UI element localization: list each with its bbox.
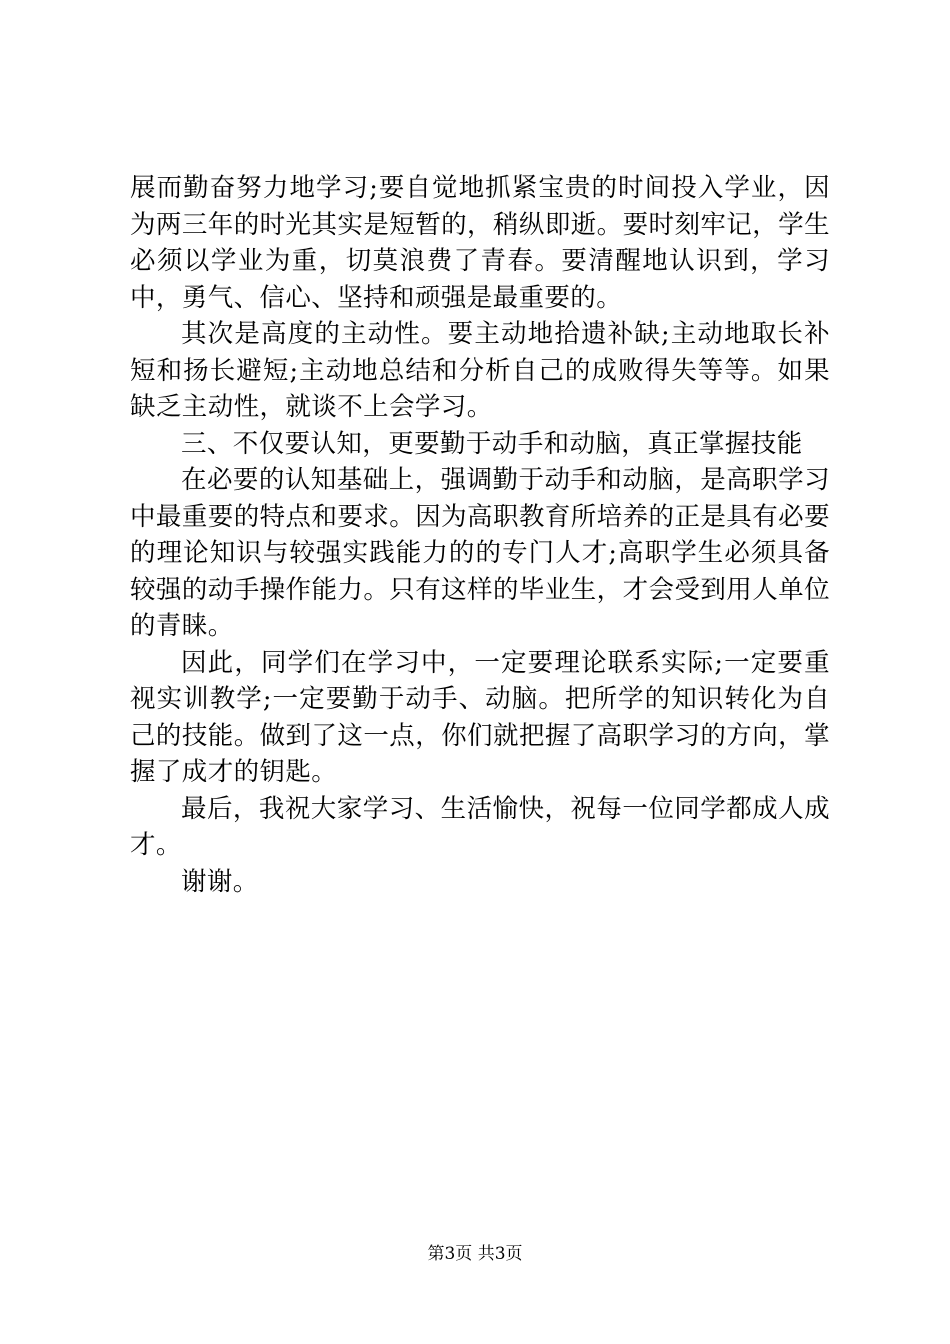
section-heading-3: 三、不仅要认知，更要勤于动手和动脑，真正掌握技能 (181, 428, 803, 459)
paragraph-1: 展而勤奋努力地学习;要自觉地抓紧宝贵的时间投入学业，因为两三年的时光其实是短暂的，稍纵即逝。要时刻牢记，学生必须以学业为重，切莫浪费了青春。要清醒地认识到，学习中，勇气、信心、坚持和顽强是最重要的。 (130, 173, 830, 313)
paragraph-7: 谢谢。 (181, 866, 259, 897)
document-body (130, 170, 830, 900)
page-number-footer: 第3页 共3页 (427, 1244, 523, 1264)
paragraph-5: 因此，同学们在学习中，一定要理论联系实际;一定要重视实训教学;一定要勤于动手、动脑。把所学的知识转化为自己的技能。做到了这一点，你们就把握了高职学习的方向，掌握了成才的钥匙。 (130, 647, 830, 787)
paragraph-4: 在必要的认知基础上，强调勤于动手和动脑，是高职学习中最重要的特点和要求。因为高职教育所培养的正是具有必要的理论知识与较强实践能力的的专门人才;高职学生必须具备较强的动手操作能力。只有这样的毕业生，才会受到用人单位的青睐。 (130, 465, 830, 641)
paragraph-6: 最后，我祝大家学习、生活愉快，祝每一位同学都成人成才。 (130, 793, 830, 860)
paragraph-2: 其次是高度的主动性。要主动地拾遗补缺;主动地取长补短和扬长避短;主动地总结和分析自己的成败得失等等。如果缺乏主动性，就谈不上会学习。 (130, 319, 830, 422)
